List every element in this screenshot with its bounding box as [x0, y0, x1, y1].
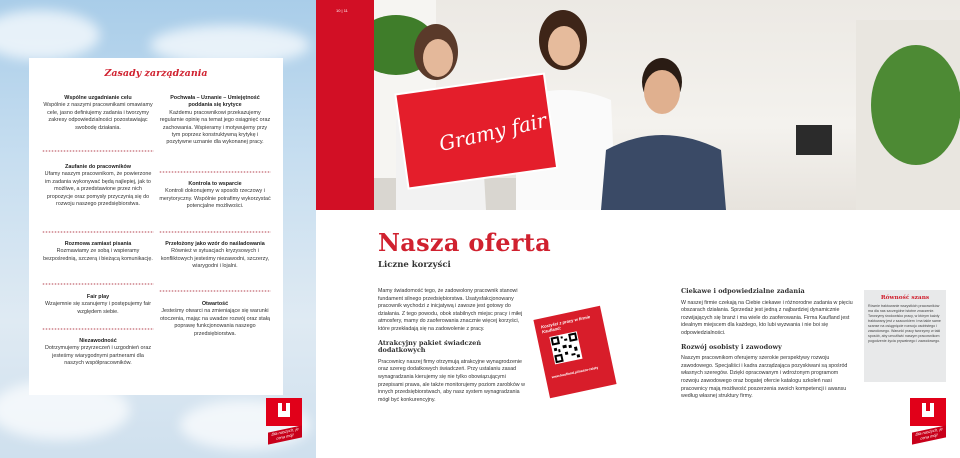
column-1 — [378, 288, 528, 404]
rule-heading: Przełożony jako wzór do naśladowania — [165, 241, 265, 247]
qr-url-link[interactable]: www.kaufland.pl/nasze-zalety — [551, 365, 599, 380]
logo-tagline: Dla naszych, je cena mój! — [268, 425, 302, 444]
qr-card[interactable] — [533, 306, 616, 398]
rule-heading: Rozmowa zamiast pisania — [64, 241, 132, 247]
rule-item — [159, 181, 271, 211]
rule-item — [159, 301, 271, 338]
rule-text: Wspólnie z naszymi pracownikami omawiamy cele, jasno definiujemy zadania i tworzymy zakresy odpowiedzialności pozostawiając swobodę działania. — [43, 102, 153, 131]
rules-panel — [29, 58, 283, 395]
section-text: Pracownicy naszej firmy otrzymują atrakcyjne wynagrodzenie oraz szereg dodatkowych świadczeń. Przy ustalaniu zasad wynagradzania kierujemy się nie tylko obowiązującymi przepisami prawa, ale także monitorujemy poziom zarobków w innych przedsiębiorstwach, aby nasz system wynagradzania mógł być konkurencyjny. — [378, 358, 525, 403]
rule-heading: Kontrola to wsparcie — [188, 181, 242, 187]
left-page — [0, 0, 316, 458]
divider — [42, 150, 154, 152]
rule-text: Kontroli dokonujemy w sposób rzeczowy i merytoryczny. Wspólnie potrafimy wykorzystać potencjalne możliwości. — [159, 188, 271, 210]
rule-heading: Wspólne uzgadnianie celu — [64, 95, 132, 101]
qr-title: Korzyści z pracy w firmie Kaufland: — [540, 314, 591, 335]
intro-text: Mamy świadomość tego, że zadowolony pracownik stanowi fundament silnego przedsiębiorstwa. Usatysfakcjonowany pracownik wychodzi z inicjatywą i zawsze jest gotowy do działania. Z tego powodu, obok stabilnych miejsc pracy i miłej atmosfery, mamy do zaoferowania znacznie więcej korzyści, które przekładają się na zadowolenie z pracy. — [378, 288, 523, 332]
qr-code-icon[interactable] — [549, 331, 582, 364]
rule-text: Wzajemnie się szanujemy i postępujemy fair względem siebie. — [44, 301, 152, 315]
rule-item — [42, 241, 154, 263]
team-photo — [316, 0, 960, 210]
page-title: Nasza oferta — [378, 228, 552, 257]
plant-icon — [871, 45, 960, 165]
rule-text: Również w sytuacjach kryzysowych i konfliktowych jesteśmy niezawodni, szczerzy, wiarygodni i lojalni. — [160, 248, 270, 270]
rule-item — [42, 338, 154, 368]
person-face — [548, 26, 580, 66]
cloud — [0, 10, 100, 60]
equal-opportunity-box — [864, 290, 946, 382]
rule-item — [42, 95, 154, 132]
person-body — [601, 135, 726, 210]
divider — [42, 231, 154, 233]
logo-tagline: Dla naszych, je cena mój! — [912, 425, 946, 444]
column-2 — [681, 288, 853, 401]
logo-shape — [282, 403, 286, 411]
rule-heading: Niezawodność — [79, 338, 117, 344]
rule-heading: Otwartość — [201, 301, 229, 307]
rules-title: Zasady zarządzania — [104, 68, 208, 79]
kaufland-logo — [910, 398, 946, 441]
rule-item — [159, 241, 271, 271]
monitor-icon — [796, 125, 832, 155]
photo-illustration — [316, 0, 960, 210]
rule-heading: Pochwała – Uznanie – Umiejętność poddania się krytyce — [170, 95, 260, 109]
sign-text: Gramy fair — [436, 108, 549, 156]
divider — [159, 231, 271, 233]
rule-item — [42, 294, 154, 316]
rule-item — [159, 95, 271, 147]
rule-text: Dotrzymujemy przyrzeczeń i uzgodnień oraz jesteśmy wiarygodnymi partnerami dla naszych współpracowników. — [44, 345, 152, 367]
right-page — [316, 0, 960, 458]
section-heading: Atrakcyjny pakiet świadczeń dodatkowych — [378, 338, 482, 355]
rule-text: Jesteśmy otwarci na zmieniające się warunki otoczenia, mając na uwadze rozwój oraz stałą poprawę funkcjonowania naszego przedsiębiorstwa. — [160, 308, 270, 337]
section-heading: Rozwój osobisty i zawodowy — [681, 342, 782, 351]
section-text: W naszej firmie czekają na Ciebie ciekawe i różnorodne zadania w pięciu obszarach działania. Sprzedaż jest jedną z najbardziej dynamicznie rozwijających się branż i ma wiele do zaoferowania. Firma Kaufland jest idealnym miejscem dla każdego, kto lubi wyzwania i nie boi się odpowiedzialności. — [681, 299, 853, 336]
qr-pattern — [549, 331, 582, 364]
rule-text: Rozmawiamy ze sobą i wspieramy bezpośrednią, szczerą i bieżącą komunikację. — [43, 248, 153, 262]
divider — [159, 290, 271, 292]
rule-text: Każdemu pracownikowi przekazujemy regularnie opinię na temat jego osiągnięć oraz zachowania. Wspieramy i motywujemy przy tym poprzez konstruktywną krytykę i pozytywne uznanie dla wykonanej pracy. — [159, 109, 271, 146]
page-number: 10 | 11 — [336, 8, 348, 13]
divider — [42, 283, 154, 285]
section-heading: Ciekawe i odpowiedzialne zadania — [681, 287, 805, 295]
divider — [42, 328, 154, 330]
sidebox-text: Równie traktowanie wszystkich pracowników ma dla nas szczególne istotne znaczenie. Tworzymy środowisko pracy, w którym każdy traktowany jest z szacunkiem i ma takie same szanse na osiągnięcie rozwoju osobistego i zawodowego. Warunki pracy tworzymy w taki sposób, aby umożliwić naszym pracownikom pogodzenie życia prywatnego i zawodowego. — [868, 304, 941, 343]
rule-item — [42, 164, 154, 208]
red-accent-bar — [316, 0, 374, 210]
rule-heading: Zaufanie do pracowników — [65, 164, 131, 170]
rule-text: Ufamy naszym pracownikom, że powierzone im zadania wykonywać będą najlepiej, jak to możliwe, a przedstawione przez nich propozycje oraz pomysły przyczynią się do rozwoju naszego przedsiębiorstwa. — [44, 171, 152, 208]
divider — [159, 171, 271, 173]
person-face — [423, 39, 453, 77]
rule-heading: Fair play — [86, 294, 110, 300]
person-face — [644, 70, 680, 114]
section-text: Naszym pracownikom oferujemy szerokie perspektywy rozwoju zawodowego. Specjaliści i kadra zarządzająca pozyskiwani są spośród własnych szeregów. Dzięki opracowanym i wdrożonym programom rozwoju zawodowego oraz bogatej ofercie katalogu szkoleń nasi pracownicy mają możliwość poszerzenia swoich kompetencji i awansu według własnej struktury firmy. — [681, 355, 848, 400]
page-subtitle: Liczne korzyści — [378, 260, 451, 270]
kaufland-logo — [266, 398, 302, 441]
sidebox-title: Równość szans — [880, 295, 930, 301]
logo-shape — [926, 403, 930, 411]
